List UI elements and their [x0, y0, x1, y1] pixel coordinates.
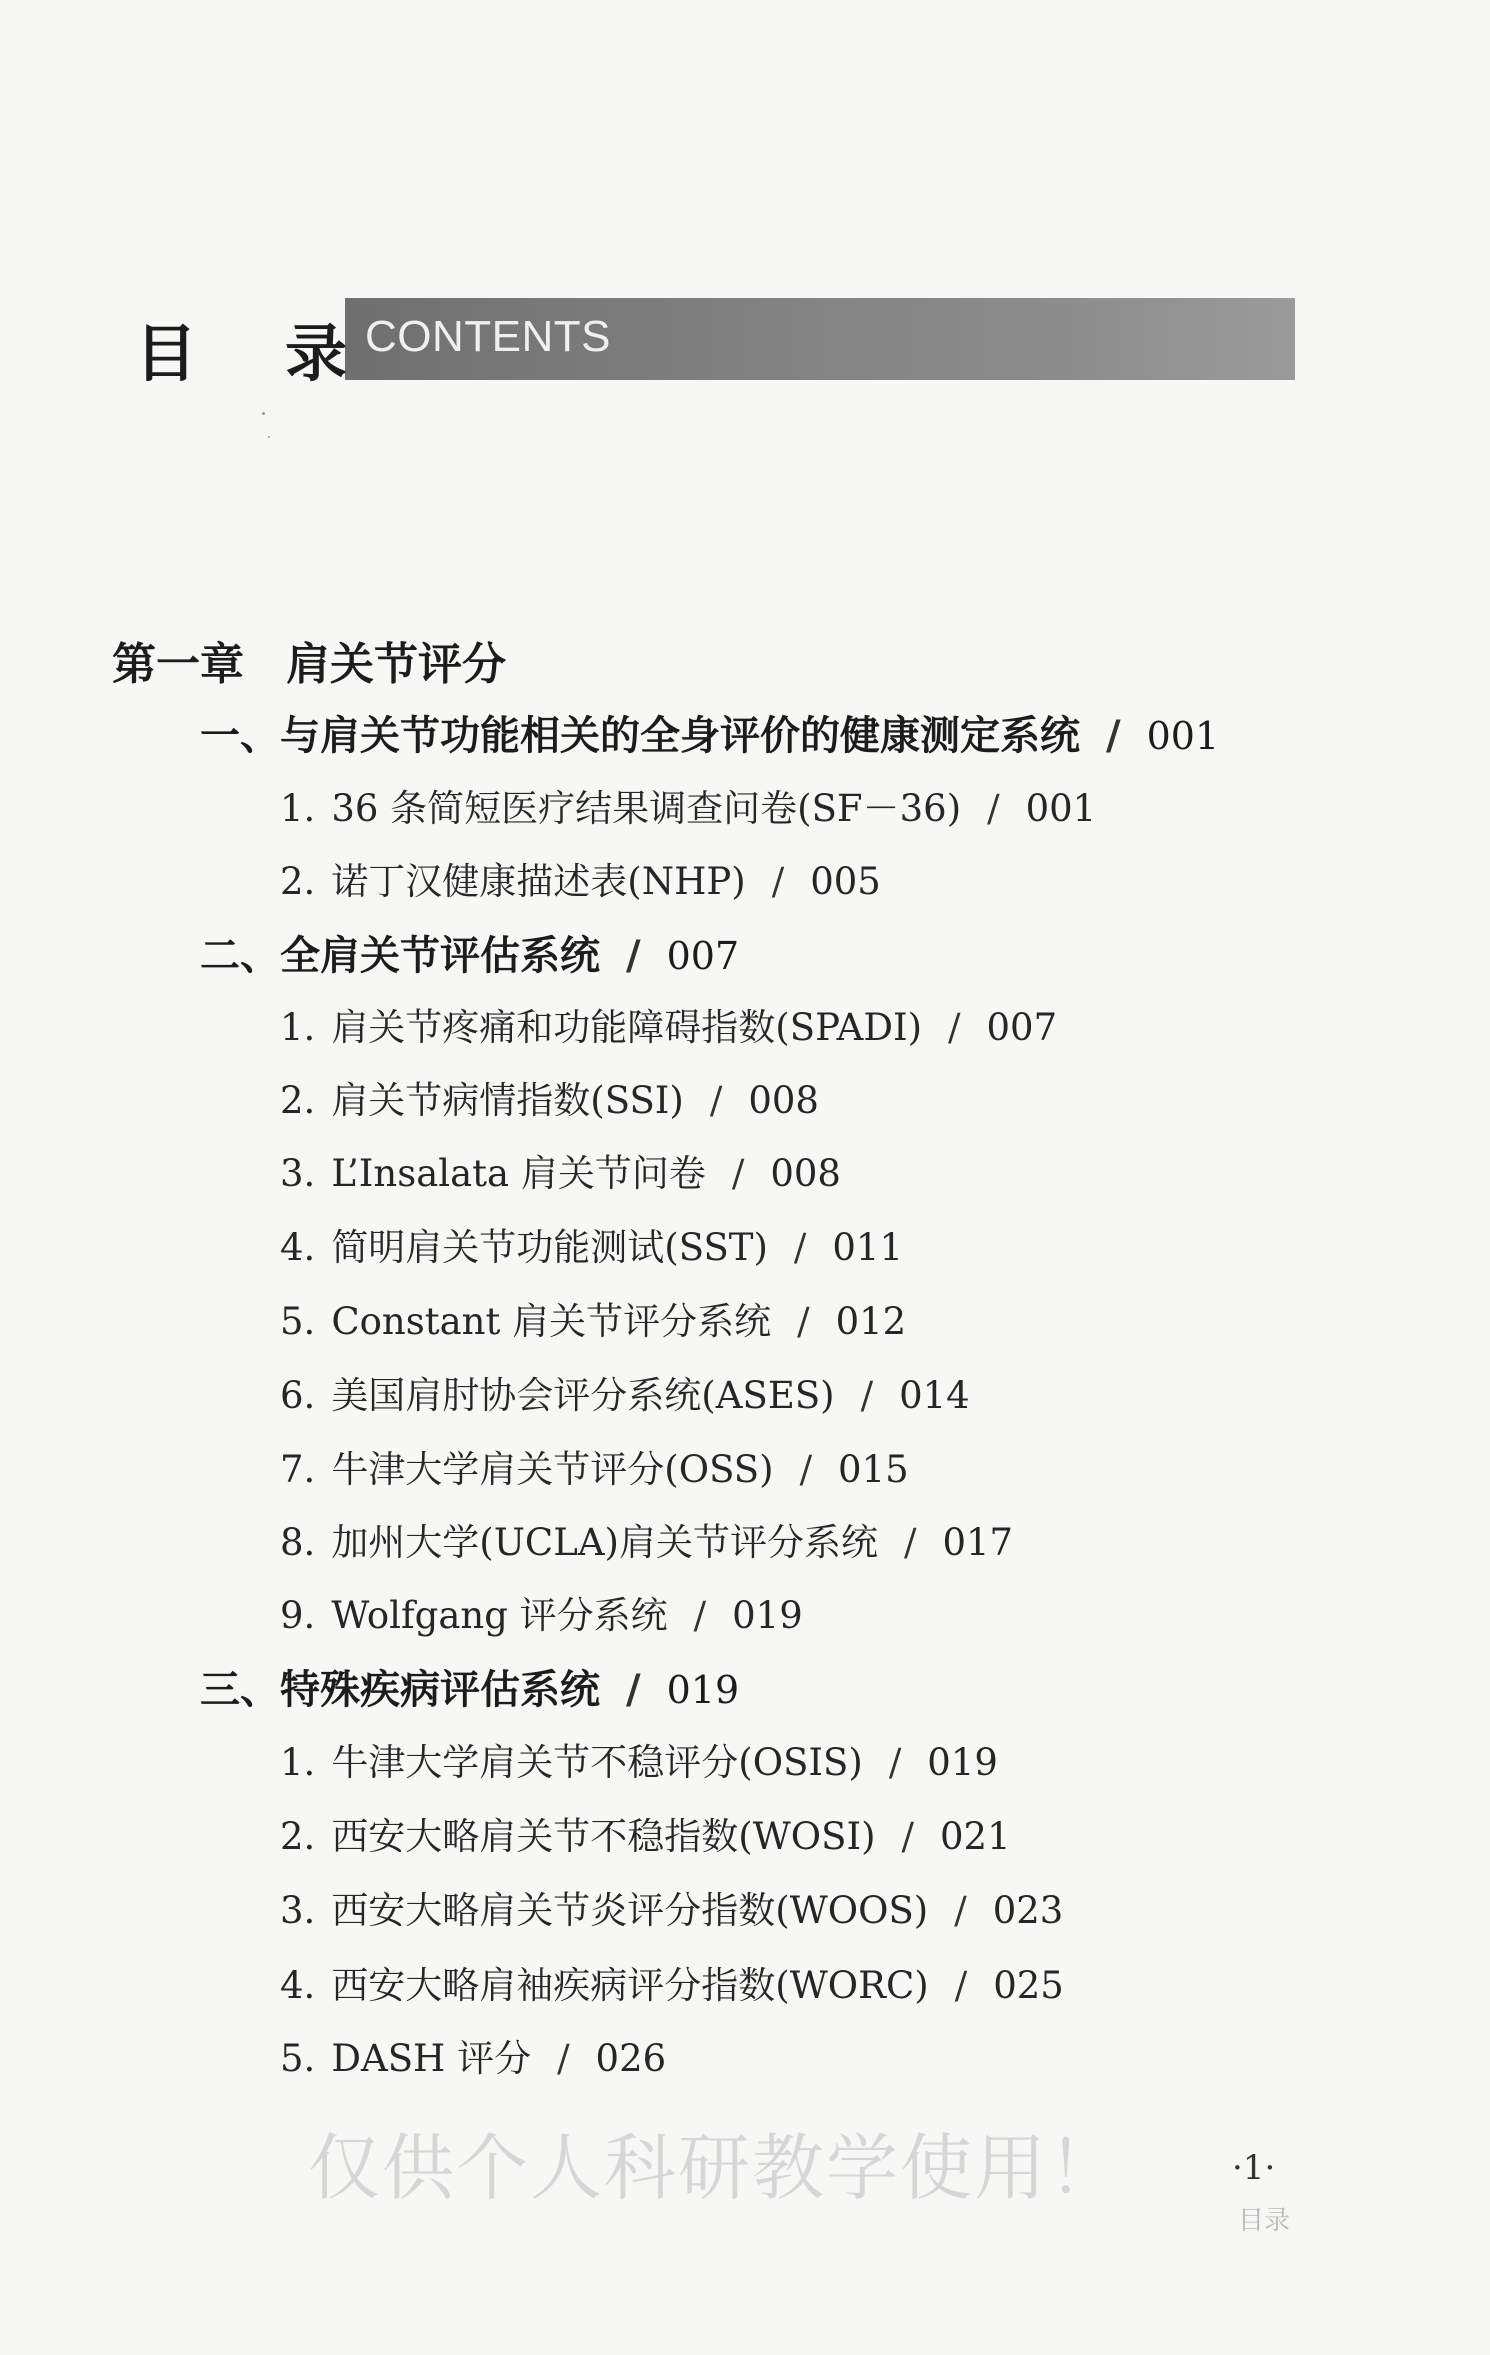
item-page: 021	[939, 1815, 1011, 1858]
item-number: 1.	[280, 1006, 316, 1049]
page-separator: /	[709, 1079, 723, 1122]
page-separator: /	[693, 1594, 707, 1637]
page-separator: /	[557, 2037, 570, 2080]
item-title: 肩关节疼痛和功能障碍指数(SPADI)	[331, 1006, 923, 1049]
item-title: 西安大略肩关节炎评分指数(WOOS)	[331, 1889, 929, 1932]
item-page: 023	[992, 1889, 1064, 1932]
chapter-number: 第一章	[112, 639, 244, 690]
section-label: 三、特殊疾病评估系统	[200, 1667, 600, 1713]
item-number: 2.	[280, 1079, 316, 1122]
watermark-text: 仅供个人科研教学使用！	[308, 2126, 1123, 2210]
section-heading[interactable]	[200, 924, 739, 981]
item-page: 026	[595, 2037, 667, 2080]
page-separator: /	[626, 933, 641, 979]
item-number: 6.	[280, 1374, 316, 1417]
page-separator: /	[799, 1448, 813, 1491]
toc-item[interactable]	[280, 1806, 1011, 1860]
page-separator: /	[987, 787, 1000, 830]
item-page: 011	[832, 1226, 903, 1269]
toc-item[interactable]	[280, 851, 881, 905]
chapter-heading[interactable]	[112, 628, 506, 692]
toc-item[interactable]	[280, 1143, 841, 1197]
item-number: 4.	[280, 1226, 316, 1269]
item-page: 008	[748, 1079, 819, 1122]
section-heading[interactable]	[200, 1658, 739, 1715]
page-separator: /	[948, 1006, 961, 1049]
toc-item[interactable]	[280, 1955, 1064, 2009]
item-title: 牛津大学肩关节评分(OSS)	[331, 1448, 774, 1491]
item-page: 025	[993, 1964, 1064, 2007]
page-separator: /	[860, 1374, 874, 1417]
section-page: 007	[666, 934, 740, 978]
toc-item[interactable]	[280, 1070, 819, 1124]
toc-item[interactable]	[280, 1439, 909, 1493]
item-number: 1.	[280, 787, 316, 830]
item-title: 牛津大学肩关节不稳评分(OSIS)	[331, 1741, 863, 1784]
item-number: 9.	[280, 1594, 316, 1637]
section-heading[interactable]	[200, 704, 1219, 761]
item-number: 1.	[280, 1741, 316, 1784]
item-page: 005	[810, 860, 881, 903]
item-title: 诺丁汉健康描述表(NHP)	[331, 860, 746, 903]
toc-item[interactable]	[280, 1217, 903, 1271]
page-separator: /	[626, 1667, 641, 1713]
item-title: L’Insalata 肩关节问卷	[331, 1152, 706, 1195]
item-title: 简明肩关节功能测试(SST)	[331, 1226, 768, 1269]
section-label: 二、全肩关节评估系统	[200, 933, 600, 979]
toc-item[interactable]	[280, 778, 1096, 832]
item-number: 5.	[280, 2037, 316, 2080]
item-page: 008	[770, 1152, 841, 1195]
page-separator: /	[901, 1815, 914, 1858]
item-title: 加州大学(UCLA)肩关节评分系统	[331, 1521, 878, 1564]
item-page: 019	[732, 1594, 803, 1637]
page-separator: /	[954, 1964, 968, 2007]
page-separator: /	[1106, 713, 1121, 759]
item-title: 西安大略肩袖疾病评分指数(WORC)	[331, 1964, 929, 2007]
item-number: 5.	[280, 1300, 316, 1343]
item-title: Constant 肩关节评分系统	[331, 1300, 772, 1343]
item-number: 4.	[280, 1964, 316, 2007]
page-separator: /	[888, 1741, 902, 1784]
toc-item[interactable]	[280, 1291, 906, 1345]
page-title-char-1: 目	[135, 317, 198, 390]
page-separator: /	[797, 1300, 810, 1343]
print-speck	[268, 436, 270, 438]
chapter-title: 肩关节评分	[286, 639, 506, 690]
toc-item[interactable]	[280, 1512, 1013, 1566]
item-page: 007	[986, 1006, 1058, 1049]
contents-band-label: CONTENTS	[365, 312, 611, 361]
item-number: 3.	[280, 1152, 316, 1195]
page-separator: /	[731, 1152, 745, 1195]
page-separator: /	[903, 1521, 917, 1564]
item-title: Wolfgang 评分系统	[331, 1594, 668, 1637]
contents-header-band	[345, 298, 1295, 380]
item-title: 肩关节病情指数(SSI)	[331, 1079, 684, 1122]
page-separator: /	[793, 1226, 807, 1269]
item-number: 7.	[280, 1448, 316, 1491]
section-page: 001	[1146, 714, 1220, 758]
item-title: 西安大略肩关节不稳指数(WOSI)	[331, 1815, 876, 1858]
item-page: 017	[942, 1521, 1014, 1564]
item-page: 019	[927, 1741, 998, 1784]
page-separator: /	[771, 860, 785, 903]
item-page: 015	[838, 1448, 909, 1491]
section-page: 019	[666, 1668, 740, 1712]
item-page: 012	[835, 1300, 907, 1343]
page-separator: /	[954, 1889, 967, 1932]
toc-item[interactable]	[280, 1585, 803, 1639]
item-title: 36 条简短医疗结果调查问卷(SF－36)	[331, 787, 962, 830]
item-title: 美国肩肘协会评分系统(ASES)	[331, 1374, 835, 1417]
contents-header	[135, 298, 1295, 390]
section-label: 一、与肩关节功能相关的全身评价的健康测定系统	[200, 713, 1080, 759]
item-page: 014	[899, 1374, 970, 1417]
toc-item[interactable]	[280, 1365, 970, 1419]
page-title	[135, 304, 347, 393]
item-title: DASH 评分	[331, 2037, 532, 2080]
item-number: 3.	[280, 1889, 316, 1932]
item-number: 8.	[280, 1521, 316, 1564]
running-footer-label: 目录	[1238, 2206, 1291, 2236]
toc-item[interactable]	[280, 997, 1057, 1051]
page-number: ·1·	[1232, 2148, 1276, 2188]
item-page: 001	[1025, 787, 1097, 830]
item-number: 2.	[280, 1815, 316, 1858]
toc-item[interactable]	[280, 1732, 998, 1786]
page-title-char-2: 录	[285, 317, 348, 390]
toc-item[interactable]	[280, 1880, 1063, 1934]
toc-item[interactable]	[280, 2028, 666, 2082]
print-speck	[262, 412, 265, 415]
item-number: 2.	[280, 860, 316, 903]
